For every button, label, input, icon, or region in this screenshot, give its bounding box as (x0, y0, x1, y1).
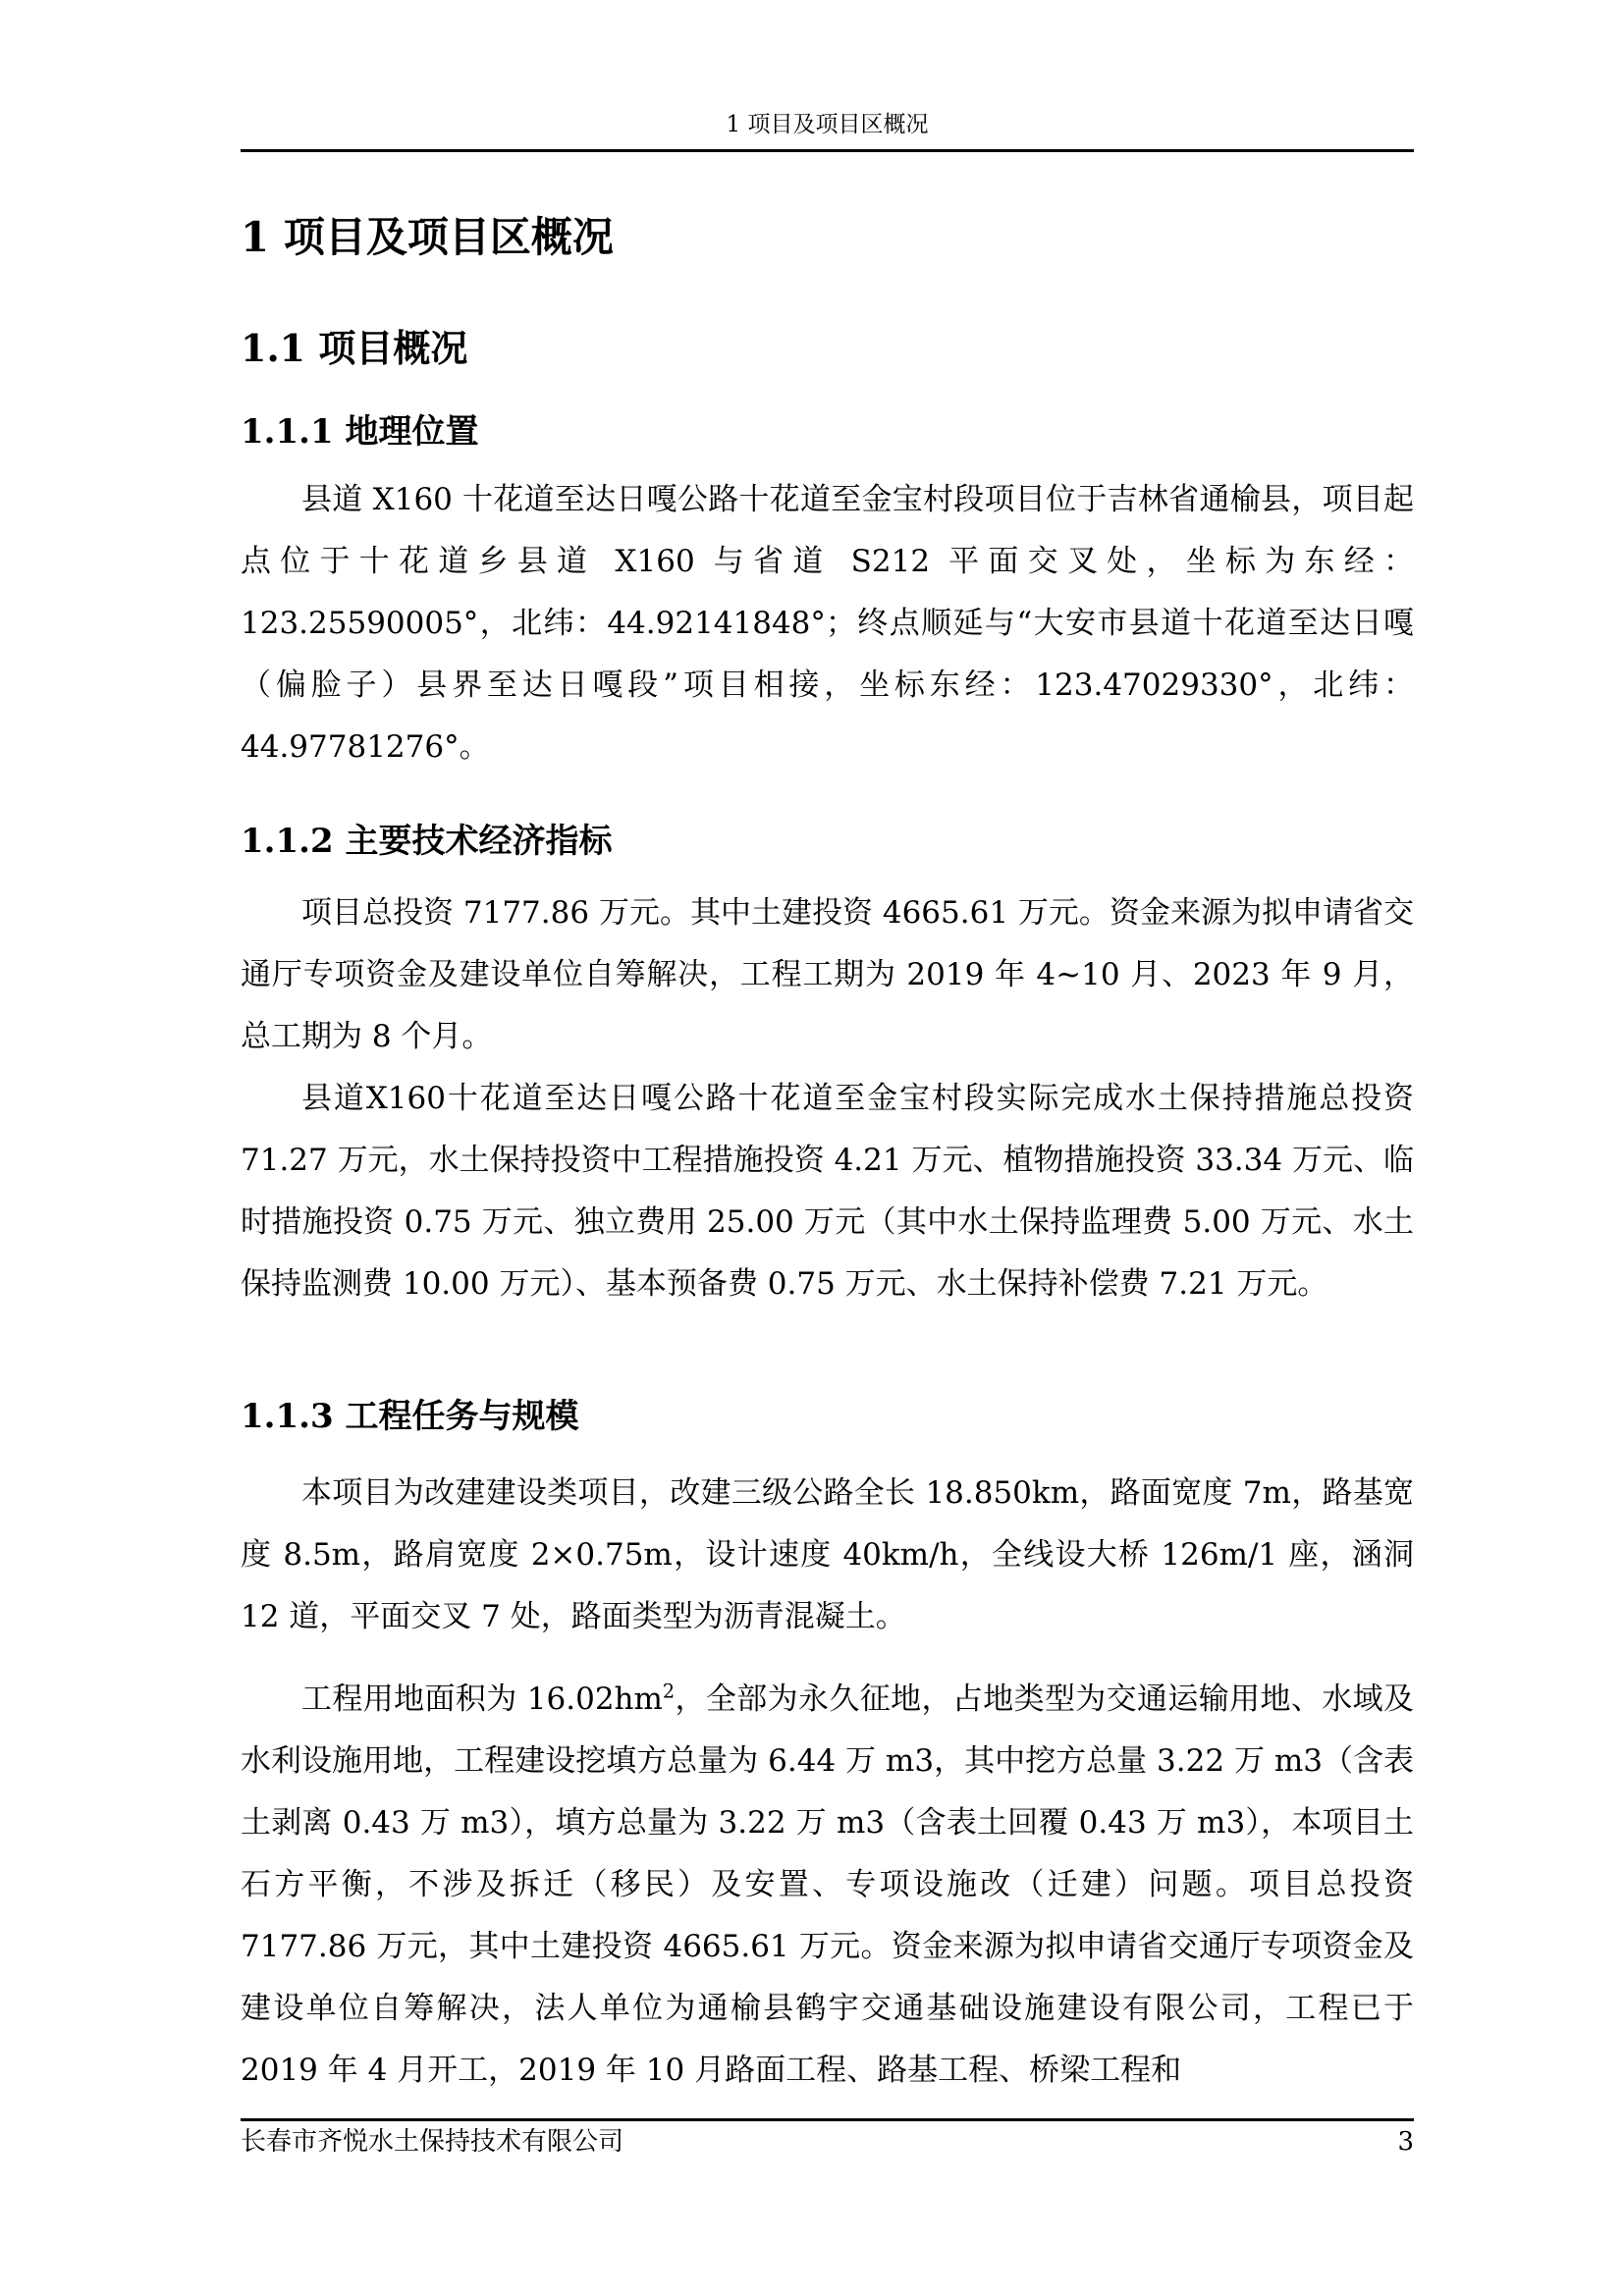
paragraph-location: 县道 X160 十花道至达日嘎公路十花道至金宝村段项目位于吉林省通榆县，项目起点位于十花道乡县道 X160 与省道 S212 平面交叉处，坐标为东经：123.25590005°，北纬：44.92141848°；终点顺延与“大安市县道十花道至达日嘎（偏脸子）县界至达日嘎段”项目相接，坐标东经：123.47029330°，北纬：44.97781276°。 (241, 482, 1414, 765)
header-rule (241, 149, 1414, 152)
paragraph-soil-conservation: 县道X160十花道至达日嘎公路十花道至金宝村段实际完成水土保持措施总投资 71.27 万元，水土保持投资中工程措施投资 4.21 万元、植物措施投资 33.34 万元、临时措施投资 0.75 万元、独立费用 25.00 万元（其中水土保持监理费 5.00 万元、水土保持监测费 10.00 万元）、基本预备费 0.75 万元、水土保持补偿费 7.21 万元。 (241, 1081, 1414, 1302)
subsection-title-scale: 1.1.3 工程任务与规模 (241, 1397, 579, 1436)
paragraph-scale: 本项目为改建建设类项目，改建三级公路全长 18.850km，路面宽度 7m，路基宽度 8.5m，路肩宽度 2×0.75m，设计速度 40km/h，全线设大桥 126m/1 座，涵洞 12 道，平面交叉 7 处，路面类型为沥青混凝土。 (241, 1475, 1414, 1634)
page-number: 3 (1397, 2127, 1414, 2157)
footer-company: 长春市齐悦水土保持技术有限公司 (241, 2127, 624, 2157)
land-area-text: 工程用地面积为 16.02hm (301, 1682, 663, 1717)
paragraph-investment: 项目总投资 7177.86 万元。其中土建投资 4665.61 万元。资金来源为拟申请省交通厅专项资金及建设单位自筹解决，工程工期为 2019 年 4~10 月、2023 年 9 月，总工期为 8 个月。 (241, 895, 1414, 1054)
running-header: 1 项目及项目区概况 (726, 112, 929, 137)
chapter-title: 1 项目及项目区概况 (241, 213, 614, 261)
land-use-text: ，全部为永久征地，占地类型为交通运输用地、水域及水利设施用地，工程建设挖填方总量为 6.44 万 m3，其中挖方总量 3.22 万 m3（含表土剥离 0.43 万 m3），填方总量为 3.22 万 m3（含表土回覆 0.43 万 m3），本项目土石方平衡，不涉及拆迁（移民）及安置、专项设施改（迁建）问题。项目总投资 7177.86 万元，其中土建投资 4665.61 万元。资金来源为拟申请省交通厅专项资金及建设单位自筹解决，法人单位为通榆县鹤宇交通基础设施建设有限公司，工程已于 2019 年 4 月开工，2019 年 10 月路面工程、路基工程、桥梁工程和 (241, 1682, 1414, 2088)
footer-rule (241, 2118, 1414, 2121)
subsection-title-location: 1.1.1 地理位置 (241, 412, 479, 452)
section-title: 1.1 项目概况 (241, 326, 468, 370)
paragraph-land-use (241, 1669, 1414, 2102)
area-unit-superscript: 2 (662, 1680, 676, 1703)
subsection-title-indicators: 1.1.2 主要技术经济指标 (241, 822, 613, 861)
